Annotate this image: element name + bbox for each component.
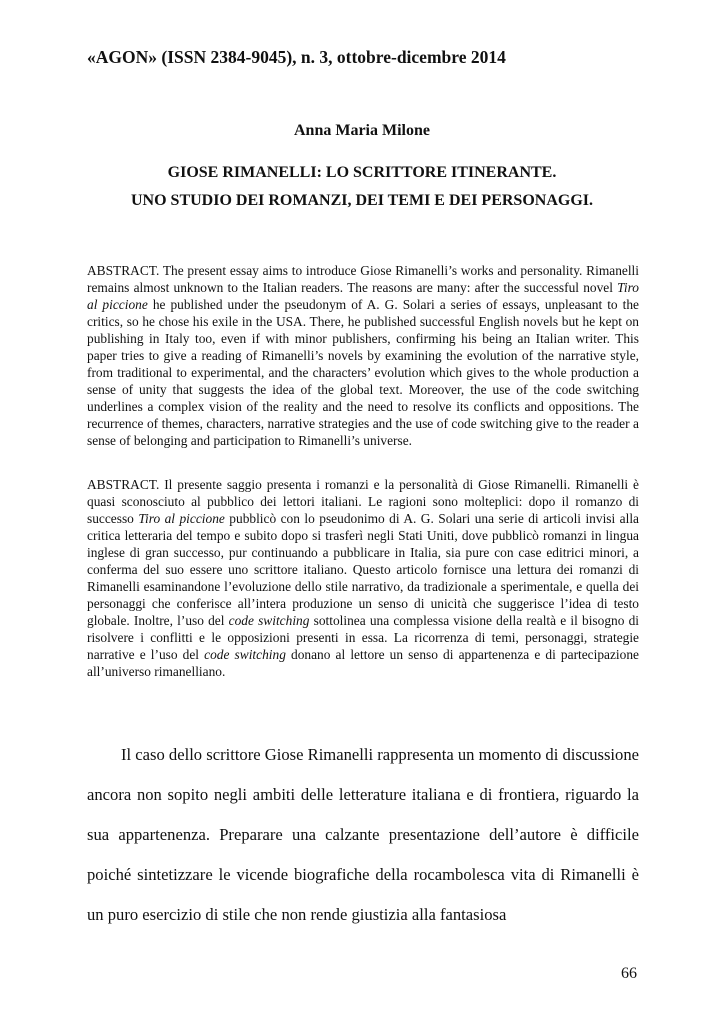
abstract-italian xyxy=(87,476,639,680)
abstract-english xyxy=(87,262,639,449)
abstract-italian-italic-term-2: code switching xyxy=(204,647,286,662)
abstract-english-text-2: he published under the pseudonym of A. G. Solari a series of essays, unpleasant to the critics, so he chose his exile in the USA. There, he published successful English novels but he kept on publishing in Italy too, even if with minor publishers, confirming his being an Italian writer. This paper tries to give a reading of Rimanelli’s novels by examining the evolution of the narrative style, from traditional to experimental, and the characters’ evolution which gives to the whole production a sense of unity that suggests the idea of the global text. Moreover, the use of the code switching underlines a complex vision of the reality and the need to resolve its conflicts and oppositions. The recurrence of themes, characters, narrative strategies and the use of code switching give to the reader a sense of belonging and participation to Rimanelli’s universe. xyxy=(87,297,639,448)
page-number: 66 xyxy=(621,965,637,982)
abstract-italian-italic-title: Tiro al piccione xyxy=(138,511,225,526)
abstract-english-italic-title: Tiro al piccione xyxy=(87,280,639,312)
article-title-line-2: UNO STUDIO DEI ROMANZI, DEI TEMI E DEI PERSONAGGI. xyxy=(131,192,593,209)
article-author: Anna Maria Milone xyxy=(294,122,430,139)
abstract-italian-text-3: sottolinea una complessa visione della realtà e il bisogno di risolvere i conflitti e le opposizioni presenti in essa. La ricorrenza di temi, personaggi, strategie narrative e l’uso del xyxy=(87,613,639,662)
abstract-italian-italic-term-1: code switching xyxy=(228,613,310,628)
abstract-english-text-1: ABSTRACT. The present essay aims to introduce Giose Rimanelli’s works and personality. Rimanelli remains almost unknown to the Italian readers. The reasons are many: after the successful novel xyxy=(87,263,639,295)
abstract-italian-text-4: donano al lettore un senso di appartenenza e di partecipazione all’universo rimanelliano. xyxy=(87,647,639,679)
abstract-italian-text-2: pubblicò con lo pseudonimo di A. G. Solari una serie di articoli invisi alla critica letteraria del tempo e subito dopo si trasferì negli Stati Uniti, dove pubblicò romanzi in lingua inglese di gran successo, pur continuando a pubblicare in Italia, sia pure con case editrici minori, a conferma del suo essere uno scrittore italiano. Questo articolo fornisce una lettura dei romanzi di Rimanelli esaminandone l’evoluzione dello stile narrativo, da tradizionale a sperimentale, e quella dei personaggi che conferisce all’intera produzione un senso di unicità che suggerisce l’idea di testo globale. Inoltre, l’uso del xyxy=(87,511,640,628)
body-paragraph: Il caso dello scrittore Giose Rimanelli rappresenta un momento di discussione ancora non sopito negli ambiti delle letterature italiana e di frontiera, riguardo la sua appartenenza. Preparare una calzante presentazione dell’autore è difficile poiché sintetizzare le vicende biografiche della rocambolesca vita di Rimanelli è un puro esercizio di stile che non rende giustizia alla fantasiosa xyxy=(87,745,639,924)
abstract-italian-text-1: ABSTRACT. Il presente saggio presenta i romanzi e la personalità di Giose Rimanelli. Rimanelli è quasi sconosciuto al pubblico dei lettori italiani. Le ragioni sono molteplici: dopo il romanzo di successo xyxy=(87,477,639,526)
article-title-line-1: GIOSE RIMANELLI: LO SCRITTORE ITINERANTE. xyxy=(167,164,557,181)
journal-header: «AGON» (ISSN 2384-9045), n. 3, ottobre-dicembre 2014 xyxy=(87,47,506,67)
